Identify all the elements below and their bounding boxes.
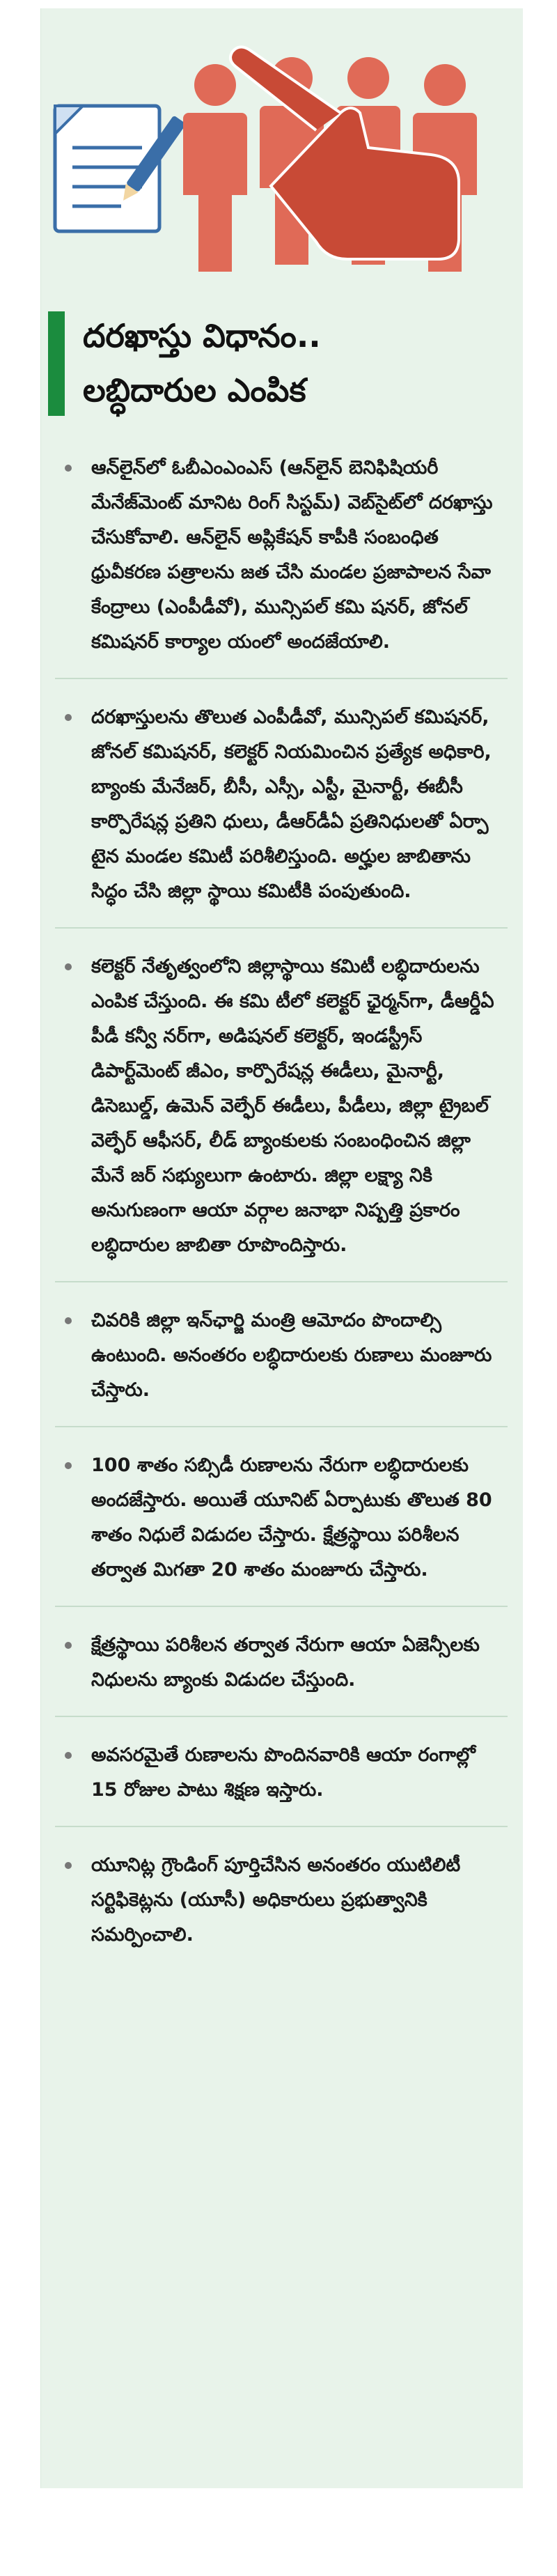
article-panel (40, 8, 523, 2488)
bullet-dot (65, 465, 72, 472)
heading-line-2: లబ్ధిదారుల ఎంపిక (83, 371, 306, 409)
bullet-dot (65, 1642, 72, 1649)
list-item (55, 1628, 508, 1717)
list-item-text: దరఖాస్తులను తొలుత ఎంపీడీవో, మున్సిపల్ కమిషనర్, జోనల్ కమిషనర్, కలెక్టర్ నియమించిన ప్రత్యేక అధికారి, బ్యాంకు మేనేజర్, బీసీ, ఎస్సీ, ఎస్టీ, మైనార్టీ, ఈబీసీ కార్పొరేషన్ల ప్రతిని ధులు, డీఆర్‌డీఏ ప్రతినిధులతో ఏర్పా టైన మండల కమిటీ పరిశీలిస్తుంది. అర్హుల జాబితాను సిద్ధం చేసి జిల్లా స్థాయి కమిటీకి పంపుతుంది. (91, 706, 492, 902)
list-item (55, 1848, 508, 1971)
heading-accent-bar (48, 311, 65, 416)
bullet-dot (65, 963, 72, 970)
bullet-dot (65, 1462, 72, 1469)
list-item (55, 1303, 508, 1427)
heading-title (83, 309, 501, 417)
list-item-text: చివరికి జిల్లా ఇన్‌ఛార్జి మంత్రి ఆమోదం పొందాల్సి ఉంటుంది. అనంతరం లబ్ధిదారులకు రుణాలు మంజూరు చేస్తారు. (91, 1310, 492, 1401)
list-item (55, 700, 508, 929)
list-item-text: 100 శాతం సబ్సిడీ రుణాలను నేరుగా లబ్ధిదారులకు అందజేస్తారు. అయితే యూనిట్ ఏర్పాటుకు తొలుత 80 శాతం నిధులే విడుదల చేస్తారు. క్షేత్రస్థాయి పరిశీలన తర్వాత మిగతా 20 శాతం మంజూరు చేస్తారు. (91, 1454, 492, 1581)
list-item (55, 1448, 508, 1607)
list-item-text: ఆన్‌లైన్‌లో ఓబీఎంఎంఎస్ (ఆన్‌లైన్ బెనిఫిషియరీ మేనేజ్‌మెంట్ మానిట రింగ్ సిస్టమ్) వెబ్‌సైట్‌లో దరఖాస్తు చేసుకోవాలి. ఆన్‌లైన్ అప్లికేషన్ కాపీకి సంబంధిత ధ్రువీకరణ పత్రాలను జత చేసి మండల ప్రజాపాలన సేవా కేంద్రాలు (ఎంపీడీవో), మున్సిపల్ కమి షనర్, జోనల్ కమిషనర్ కార్యాల యంలో అందజేయాలి. (91, 457, 493, 653)
list-item-text: క్షేత్రస్థాయి పరిశీలన తర్వాత నేరుగా ఆయా ఏజెన్సీలకు నిధులను బ్యాంకు విడుదల చేస్తుంది. (91, 1634, 480, 1691)
bullet-dot (65, 1317, 72, 1324)
list-item (55, 949, 508, 1282)
procedure-list (55, 451, 508, 1992)
bullet-dot (65, 1752, 72, 1759)
bullet-dot (65, 714, 72, 721)
list-item-text: కలెక్టర్ నేతృత్వంలోని జిల్లాస్థాయి కమిటీ లబ్ధిదారులను ఎంపిక చేస్తుంది. ఈ కమి టీలో కలెక్టర్ ఛైర్మన్‌గా, డీఆర్డీఏ పీడీ కన్వీ నర్‌గా, అడిషనల్ కలెక్టర్, ఇండస్ట్రీస్ డిపార్ట్‌మెంట్ జీఎం, కార్పొరేషన్ల ఈడీలు, మైనార్టీ, డిసెబుల్డ్, ఉమెన్ వెల్ఫేర్ ఈడీలు, పీడీలు, జిల్లా ట్రైబల్ వెల్ఫేర్ ఆఫీసర్, లీడ్ బ్యాంకులకు సంబంధించిన జిల్లా మేనే జర్ సభ్యులుగా ఉంటారు. జిల్లా లక్ష్యా నికి అనుగుణంగా ఆయా వర్గాల జనాభా నిష్పత్తి ప్రకారం లబ్ధిదారుల జాబితా రూపొందిస్తారు. (91, 956, 494, 1256)
section-heading (48, 304, 516, 423)
list-item (55, 451, 508, 679)
heading-line-1: దరఖాస్తు విధానం.. (83, 317, 321, 355)
header-illustration (41, 8, 523, 273)
document-pen-icon (55, 106, 187, 231)
list-item-text: అవసరమైతే రుణాలను పొందినవారికి ఆయా రంగాల్లో 15 రోజుల పాటు శిక్షణ ఇస్తారు. (91, 1744, 476, 1801)
list-item-text: యూనిట్ల గ్రౌండింగ్ పూర్తిచేసిన అనంతరం యుటిలిటీ సర్టిఫికెట్లను (యూసీ) అధికారులు ప్రభుత్వానికి సమర్పించాలి. (91, 1854, 461, 1946)
bullet-dot (65, 1862, 72, 1869)
list-item (55, 1738, 508, 1827)
